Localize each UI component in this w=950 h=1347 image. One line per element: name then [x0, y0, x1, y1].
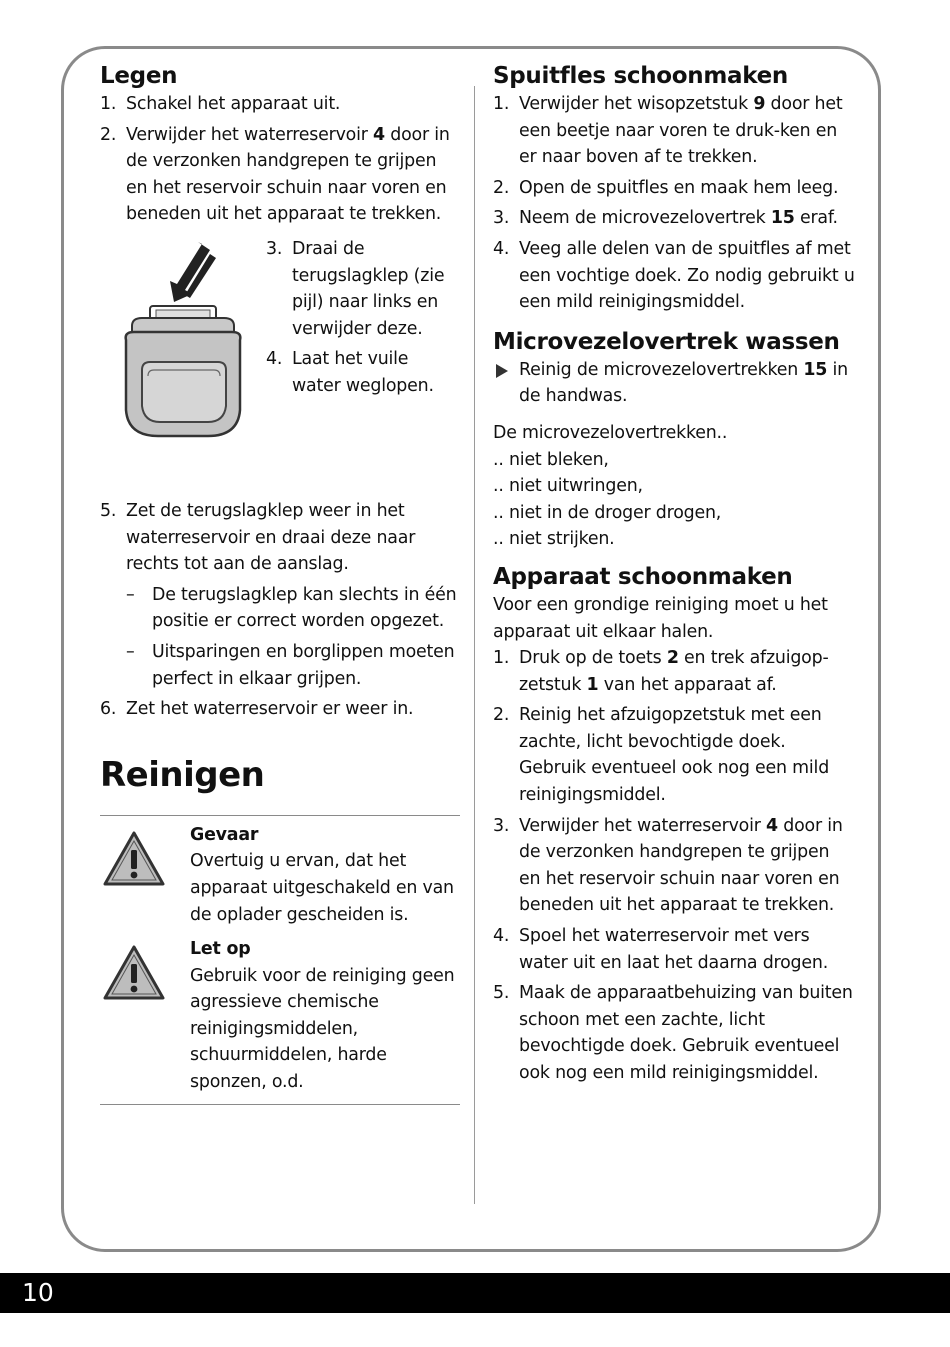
step-text: Verwijder het waterreservoir: [519, 815, 767, 836]
divider: [100, 1104, 460, 1105]
list-item: [493, 980, 855, 1086]
page-number: 10: [22, 1278, 54, 1307]
warning-triangle-icon: [102, 830, 166, 888]
step-text: De terugslagklep kan slechts in één positie er correct worden opgezet.: [152, 584, 457, 632]
step-text: in de handwas.: [519, 359, 848, 407]
list-item: [493, 645, 855, 698]
step-number: 3.: [493, 815, 510, 836]
part-number: 2: [666, 648, 679, 669]
step-text: door het een beetje naar voren te druk-ken en er naar boven af te trekken.: [519, 94, 843, 168]
list-item: [100, 696, 460, 723]
step-number: 1.: [100, 94, 117, 114]
step-text: door in de verzonken handgrepen te grijpen en het reservoir schuin naar voren en beneden uit het apparaat te trekken.: [519, 815, 843, 916]
sub-list-item: [126, 582, 460, 635]
care-line: .. niet uitwringen,: [493, 476, 643, 497]
section-heading-apparaat: Apparaat schoonmaken: [493, 563, 793, 590]
step-text: door in de verzonken handgrepen te grijpen en het reservoir schuin naar voren en beneden uit het apparaat te trekken.: [126, 124, 450, 225]
step-text: en trek afzuigop-zetstuk: [519, 648, 829, 695]
intro-text: Voor een grondige reiniging moet u het apparaat uit elkaar halen.: [493, 594, 828, 642]
step-number: 4.: [493, 926, 510, 947]
list-item: [100, 91, 460, 118]
section-heading-microvezel: Microvezelovertrek wassen: [493, 328, 840, 355]
step-text: Laat het vuile water weglopen.: [292, 349, 434, 396]
right-column: [493, 62, 855, 1087]
care-line: .. niet strijken.: [493, 529, 615, 550]
warning-triangle-icon: [102, 944, 166, 1002]
step-text: Verwijder het waterreservoir: [126, 124, 374, 145]
list-item: [493, 813, 855, 919]
warning-danger: [100, 822, 460, 928]
dash-marker: –: [126, 584, 135, 605]
step-number: 2.: [100, 124, 117, 145]
list-item: [493, 923, 855, 976]
chapter-title-reinigen: Reinigen: [100, 754, 265, 795]
care-line: .. niet in de droger drogen,: [493, 502, 722, 523]
step-number: 1.: [493, 648, 510, 669]
step-text: Zet de terugslagklep weer in het waterreservoir en draai deze naar rechts tot aan de aanslag.: [126, 500, 416, 575]
part-number: 4: [766, 815, 778, 836]
dash-marker: –: [126, 641, 135, 662]
step-text: Maak de apparaatbehuizing van buiten schoon met een zachte, licht bevochtigde doek. Gebruik eventueel ook nog een mild reinigingsmiddel.: [519, 983, 853, 1083]
list-item: [493, 175, 855, 202]
warning-title: Gevaar: [190, 824, 259, 845]
step-text: Druk op de toets: [519, 648, 667, 669]
left-column: [100, 62, 460, 1105]
list-item: [100, 122, 460, 228]
step-text: Schakel het apparaat uit.: [126, 94, 341, 114]
water-tank-illustration: [112, 240, 252, 450]
step-number: 5.: [493, 983, 510, 1004]
arrow-icon: [170, 242, 216, 302]
warning-text: Gebruik voor de reiniging geen agressieve chemische reinigingsmiddelen, schuurmiddelen, harde sponzen, o.d.: [190, 965, 455, 1093]
care-line: De microvezelovertrekken..: [493, 422, 728, 443]
step-number: 4.: [493, 238, 510, 259]
column-divider: [474, 86, 475, 1204]
step-number: 3.: [266, 238, 283, 259]
list-item: [493, 91, 855, 171]
care-instructions: [493, 420, 855, 553]
page-footer-bar: [0, 1273, 950, 1313]
care-line: .. niet bleken,: [493, 449, 609, 470]
figure-steps: [266, 236, 462, 400]
part-number: 4: [373, 124, 385, 145]
step-text: Spoel het waterreservoir met vers water uit en laat het daarna drogen.: [519, 926, 829, 973]
sub-list-item: [126, 639, 460, 692]
step-number: 4.: [266, 349, 283, 370]
list-item: [493, 236, 855, 316]
step-text: Uitsparingen en borglippen moeten perfect in elkaar grijpen.: [152, 641, 455, 689]
step-text: Draai de terugslagklep (zie pijl) naar links en verwijder deze.: [292, 238, 445, 339]
part-number: 15: [803, 359, 828, 380]
step-number: 1.: [493, 94, 510, 114]
warning-title: Let op: [190, 939, 251, 960]
spuitfles-steps: [493, 91, 855, 316]
step-number: 6.: [100, 699, 117, 720]
legen-steps-continued: [100, 498, 460, 723]
step-text: Verwijder het wisopzetstuk: [519, 94, 754, 114]
apparaat-steps: [493, 645, 855, 1087]
step-number: 2.: [493, 177, 510, 198]
step-text: eraf.: [794, 208, 838, 229]
step-text: van het apparaat af.: [598, 674, 777, 695]
part-number: 1: [586, 674, 599, 695]
part-number: 9: [753, 94, 766, 114]
figure-row: [100, 236, 460, 498]
step-text: Zet het waterreservoir er weer in.: [126, 699, 414, 720]
list-item: [266, 346, 462, 399]
step-text: Reinig de microvezelovertrekken: [519, 359, 804, 380]
step-number: 3.: [493, 208, 510, 229]
list-item: [493, 702, 855, 808]
legen-steps: [100, 91, 460, 228]
part-number: 15: [770, 208, 795, 229]
triangle-bullet-icon: [496, 364, 508, 378]
divider: [100, 815, 460, 816]
step-text: Veeg alle delen van de spuitfles af met een vochtige doek. Zo nodig gebruikt u een mild reinigingsmiddel.: [519, 238, 855, 313]
bullet-item: [493, 357, 855, 410]
step-number: 5.: [100, 500, 117, 521]
step-text: Reinig het afzuigopzetstuk met een zachte, licht bevochtigde doek. Gebruik eventueel ook nog een mild reinigingsmiddel.: [519, 705, 830, 806]
list-item: [100, 498, 460, 578]
section-heading-legen: Legen: [100, 63, 178, 89]
step-number: 2.: [493, 705, 510, 726]
warning-caution: [100, 936, 460, 1096]
warning-text: Overtuig u ervan, dat het apparaat uitgeschakeld en van de oplader gescheiden is.: [190, 851, 454, 925]
list-item: [493, 205, 855, 232]
step-text: Open de spuitfles en maak hem leeg.: [519, 177, 839, 198]
list-item: [266, 236, 462, 342]
step-text: Neem de microvezelovertrek: [519, 208, 771, 229]
section-heading-spuitfles: Spuitfles schoonmaken: [493, 63, 788, 89]
